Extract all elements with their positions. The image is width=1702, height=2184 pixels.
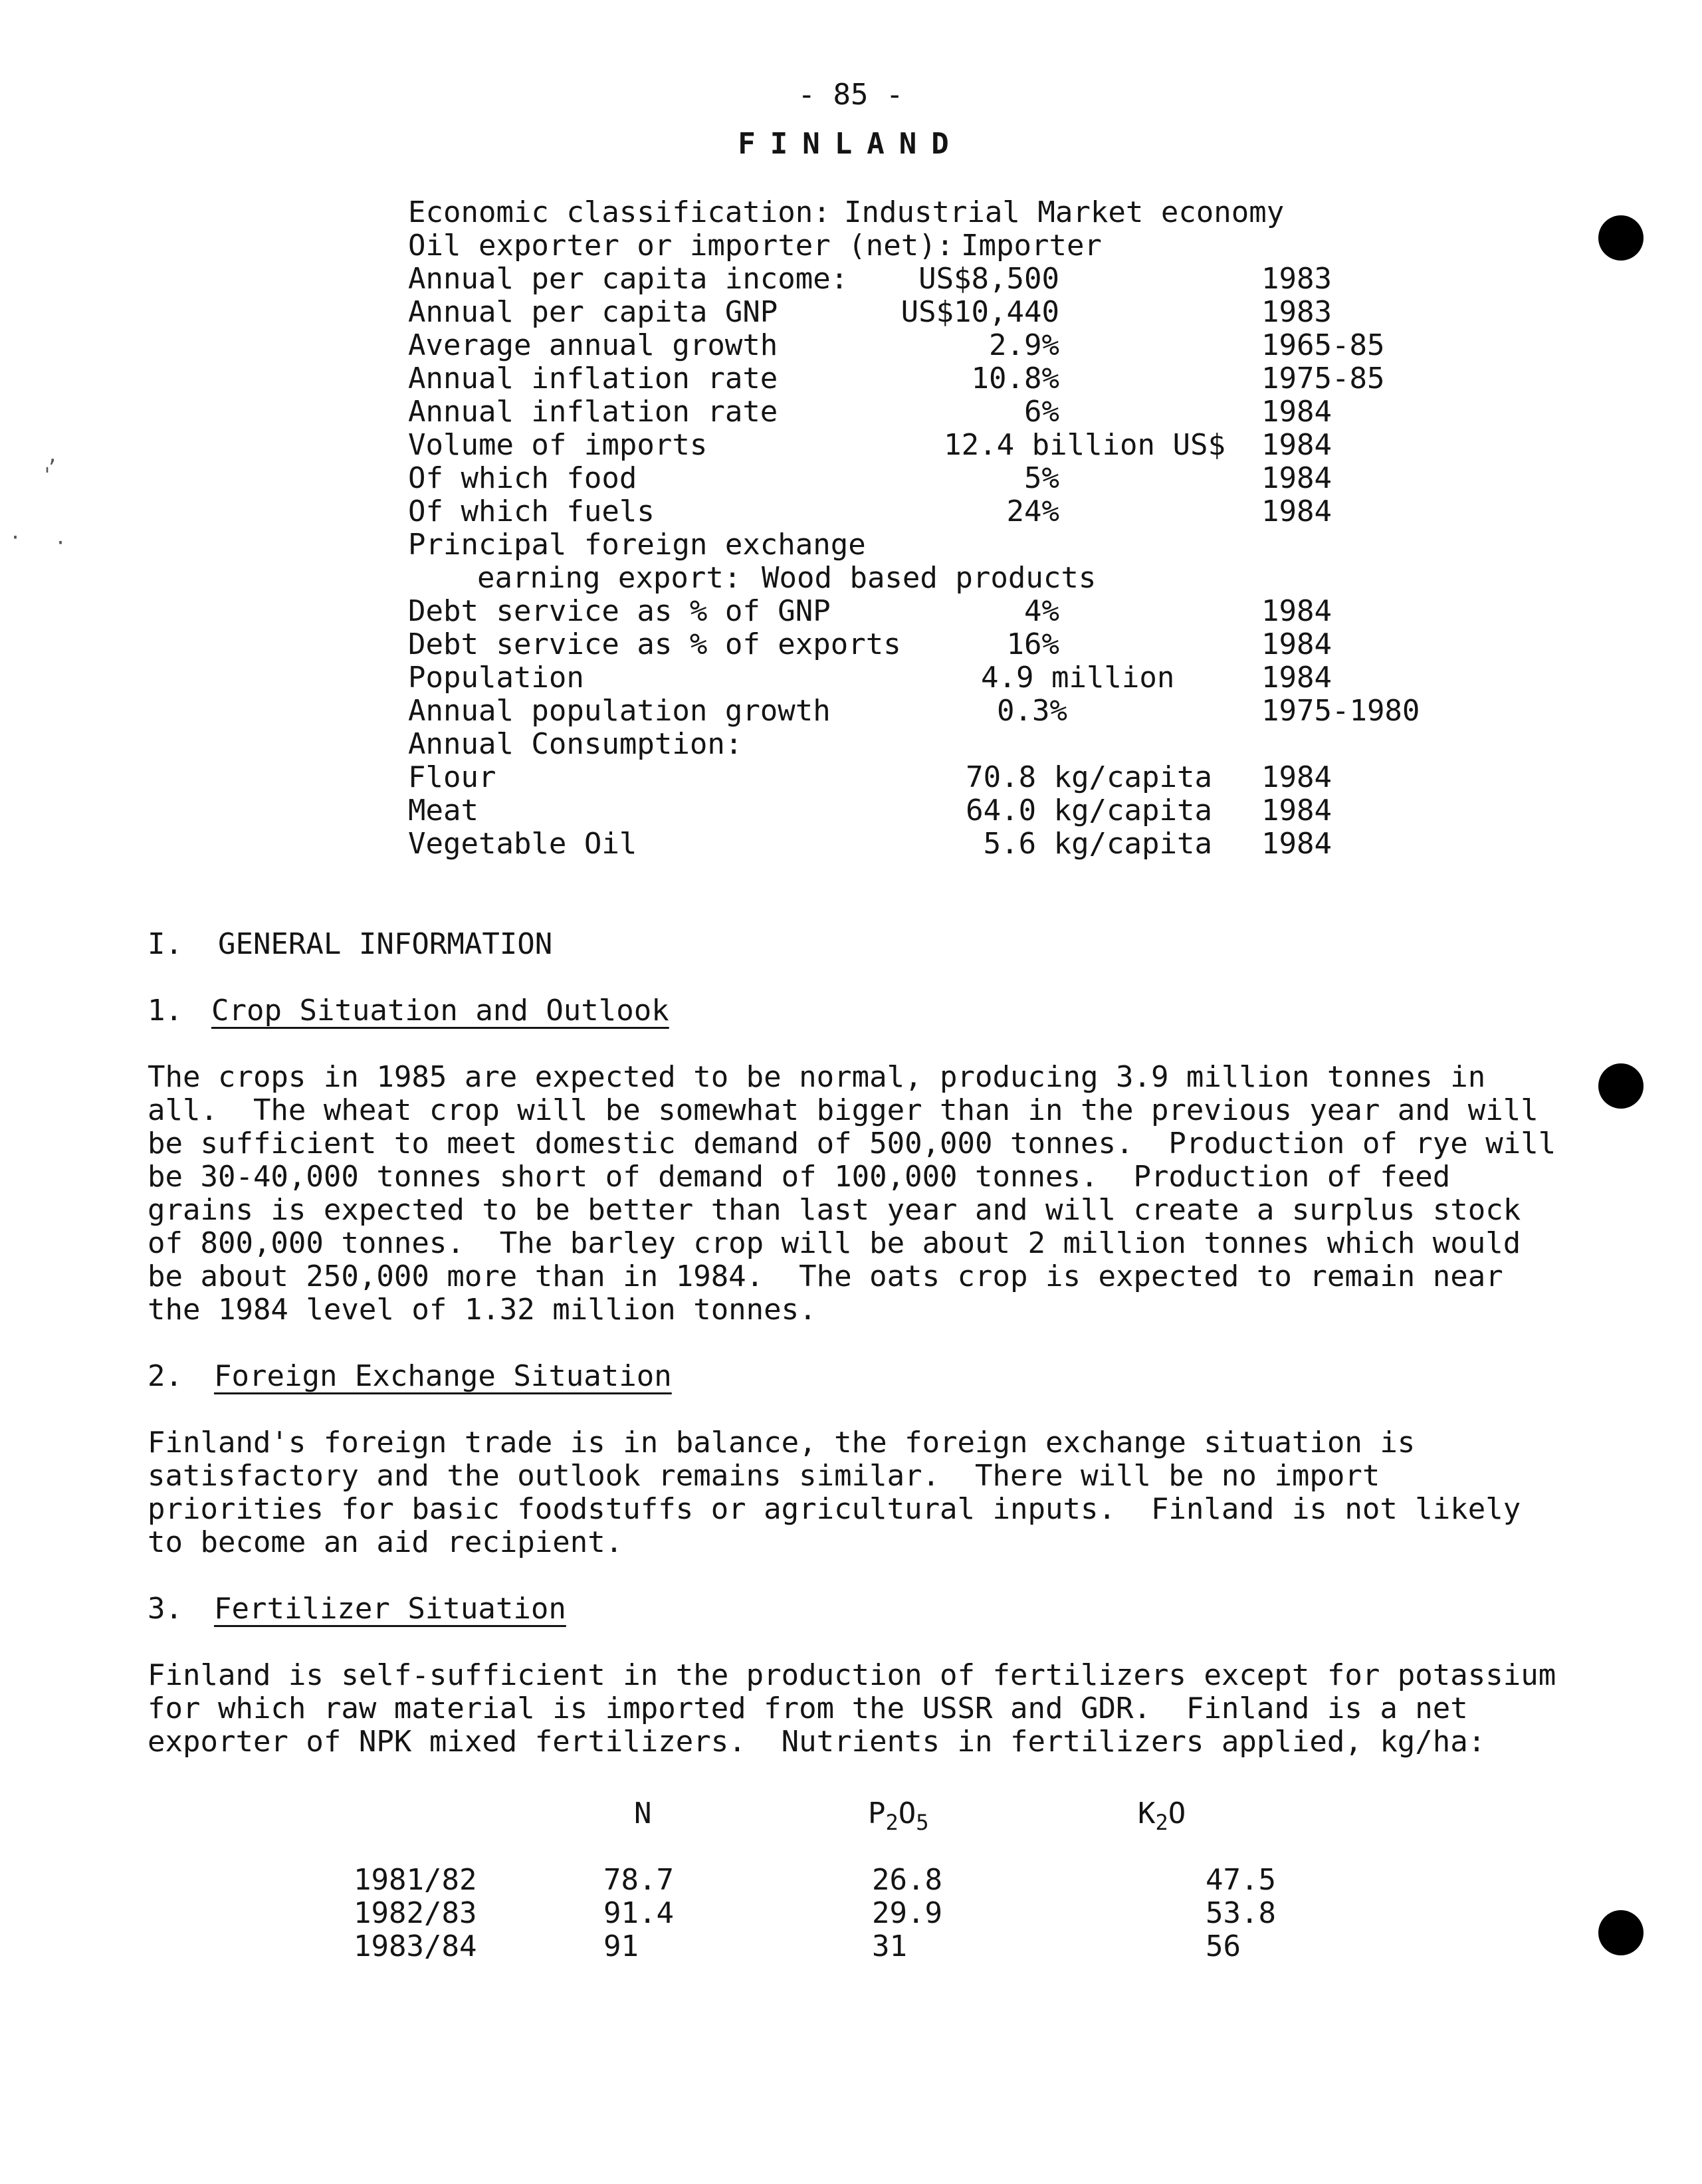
indicator-label: Of which food — [408, 461, 637, 495]
indicator-value: 12.4 billion US$ — [944, 428, 1225, 462]
consumption-value: 70.8 kg/capita — [966, 760, 1212, 794]
consumption-value: 5.6 kg/capita — [983, 827, 1212, 861]
consumption-label: Flour — [408, 760, 496, 794]
indicator-label: Annual inflation rate — [408, 395, 778, 429]
indicator-year: 1984 — [1261, 461, 1332, 495]
scan-speck: · — [9, 526, 22, 550]
indicator-year: 1965-85 — [1261, 328, 1385, 362]
indicator-value: US$8,500 — [918, 262, 1059, 296]
indicator-label: Population — [408, 661, 584, 695]
body-line: be about 250,000 more than in 1984. The oats crop is expected to remain near — [148, 1259, 1503, 1293]
indicator-value: 4.9 million — [981, 661, 1175, 695]
consumption-year: 1984 — [1261, 827, 1332, 861]
section-title: Foreign Exchange Situation — [214, 1359, 672, 1393]
column-header-n: N — [634, 1797, 652, 1830]
body-line: The crops in 1985 are expected to be normal, producing 3.9 million tonnes in — [148, 1060, 1486, 1094]
indicator-label: Debt service as % of GNP — [408, 594, 831, 628]
k-symbol: K — [1138, 1797, 1156, 1830]
binder-hole — [1598, 215, 1644, 261]
body-line: be sufficient to meet domestic demand of 500,000 tonnes. Production of rye will — [148, 1127, 1556, 1160]
indicator-year: 1975-1980 — [1261, 694, 1420, 728]
table-cell-n: 78.7 — [603, 1863, 674, 1897]
table-row-year: 1981/82 — [354, 1863, 477, 1897]
table-cell-k: 53.8 — [1206, 1896, 1276, 1930]
body-line: grains is expected to be better than last year and will create a surplus stock — [148, 1193, 1521, 1227]
section-number: 2. — [148, 1359, 183, 1393]
indicator-label: Average annual growth — [408, 328, 778, 362]
economic-classification-label: Economic classification: — [408, 195, 831, 229]
consumption-label: Meat — [408, 794, 479, 827]
indicator-year: 1984 — [1261, 428, 1332, 462]
indicator-year: 1984 — [1261, 661, 1332, 695]
column-header-k2o — [1138, 1797, 1186, 1839]
table-row-year: 1983/84 — [354, 1929, 477, 1963]
page-number: - 85 - — [798, 78, 904, 112]
o-symbol: O — [898, 1797, 916, 1830]
body-line: Finland's foreign trade is in balance, the foreign exchange situation is — [148, 1426, 1416, 1460]
p-symbol: P — [868, 1797, 886, 1830]
table-cell-p: 29.9 — [872, 1896, 942, 1930]
indicator-value: 0.3% — [997, 694, 1067, 728]
indicator-year: 1984 — [1261, 395, 1332, 429]
body-line: the 1984 level of 1.32 million tonnes. — [148, 1293, 817, 1327]
consumption-year: 1984 — [1261, 794, 1332, 827]
table-cell-k: 47.5 — [1206, 1863, 1276, 1897]
principal-export-label-2: earning export: — [477, 561, 742, 595]
binder-hole — [1598, 1910, 1644, 1955]
section-title: Fertilizer Situation — [214, 1592, 566, 1626]
indicator-label: Annual per capita income: — [408, 262, 849, 296]
section-title: Crop Situation and Outlook — [211, 994, 669, 1028]
section-number: 1. — [148, 994, 183, 1028]
o-subscript: 5 — [916, 1810, 929, 1835]
indicator-label: Annual inflation rate — [408, 362, 778, 395]
p-subscript: 2 — [885, 1810, 899, 1835]
indicator-value: US$10,440 — [901, 295, 1059, 329]
body-line: for which raw material is imported from the USSR and GDR. Finland is a net — [148, 1692, 1468, 1725]
binder-hole — [1598, 1063, 1644, 1109]
indicator-label: Annual per capita GNP — [408, 295, 778, 329]
scan-speck: · — [54, 532, 67, 555]
o-symbol: O — [1168, 1797, 1186, 1830]
principal-export-label: Principal foreign exchange — [408, 528, 866, 562]
table-cell-n: 91.4 — [603, 1896, 674, 1930]
table-cell-k: 56 — [1206, 1929, 1241, 1963]
indicator-year: 1984 — [1261, 494, 1332, 528]
indicator-value: 2.9% — [989, 328, 1059, 362]
body-line: satisfactory and the outlook remains similar. There will be no import — [148, 1459, 1380, 1493]
indicator-value: 5% — [1024, 461, 1059, 495]
indicator-value: 10.8% — [971, 362, 1059, 395]
consumption-label: Vegetable Oil — [408, 827, 637, 861]
indicator-label: Debt service as % of exports — [408, 627, 901, 661]
table-cell-p: 26.8 — [872, 1863, 942, 1897]
table-cell-p: 31 — [872, 1929, 907, 1963]
indicator-value: 6% — [1024, 395, 1059, 429]
table-cell-n: 91 — [603, 1929, 639, 1963]
principal-export-value: Wood based products — [762, 561, 1097, 595]
indicator-label: Annual population growth — [408, 694, 831, 728]
indicator-year: 1984 — [1261, 627, 1332, 661]
body-line: Finland is self-sufficient in the production of fertilizers except for potassium — [148, 1658, 1556, 1692]
table-row-year: 1982/83 — [354, 1896, 477, 1930]
indicator-value: 16% — [1006, 627, 1059, 661]
indicator-value: 24% — [1006, 494, 1059, 528]
indicator-label: Of which fuels — [408, 494, 655, 528]
indicator-year: 1975-85 — [1261, 362, 1385, 395]
indicator-value: 4% — [1024, 594, 1059, 628]
scan-speck: ' — [41, 464, 54, 487]
indicator-year: 1984 — [1261, 594, 1332, 628]
k-subscript: 2 — [1155, 1810, 1168, 1835]
indicator-label: Volume of imports — [408, 428, 708, 462]
body-line: all. The wheat crop will be somewhat bigger than in the previous year and will — [148, 1093, 1539, 1127]
indicator-year: 1983 — [1261, 262, 1332, 296]
indicator-year: 1983 — [1261, 295, 1332, 329]
economic-classification-value: Industrial Market economy — [844, 195, 1285, 229]
column-header-p2o5 — [868, 1797, 929, 1839]
consumption-heading: Annual Consumption: — [408, 727, 743, 761]
body-line: be 30-40,000 tonnes short of demand of 100,000 tonnes. Production of feed — [148, 1160, 1451, 1194]
body-line: to become an aid recipient. — [148, 1525, 623, 1559]
page-title: FINLAND — [738, 127, 964, 161]
consumption-year: 1984 — [1261, 760, 1332, 794]
section-heading: I. GENERAL INFORMATION — [148, 927, 553, 961]
oil-status-value: Importer — [961, 229, 1102, 263]
body-line: exporter of NPK mixed fertilizers. Nutrients in fertilizers applied, kg/ha: — [148, 1725, 1486, 1759]
body-line: priorities for basic foodstuffs or agricultural inputs. Finland is not likely — [148, 1492, 1521, 1526]
section-number: 3. — [148, 1592, 183, 1626]
body-line: of 800,000 tonnes. The barley crop will be about 2 million tonnes which would — [148, 1226, 1521, 1260]
oil-status-label: Oil exporter or importer (net): — [408, 229, 954, 263]
consumption-value: 64.0 kg/capita — [966, 794, 1212, 827]
scan-speck: , — [47, 444, 59, 467]
